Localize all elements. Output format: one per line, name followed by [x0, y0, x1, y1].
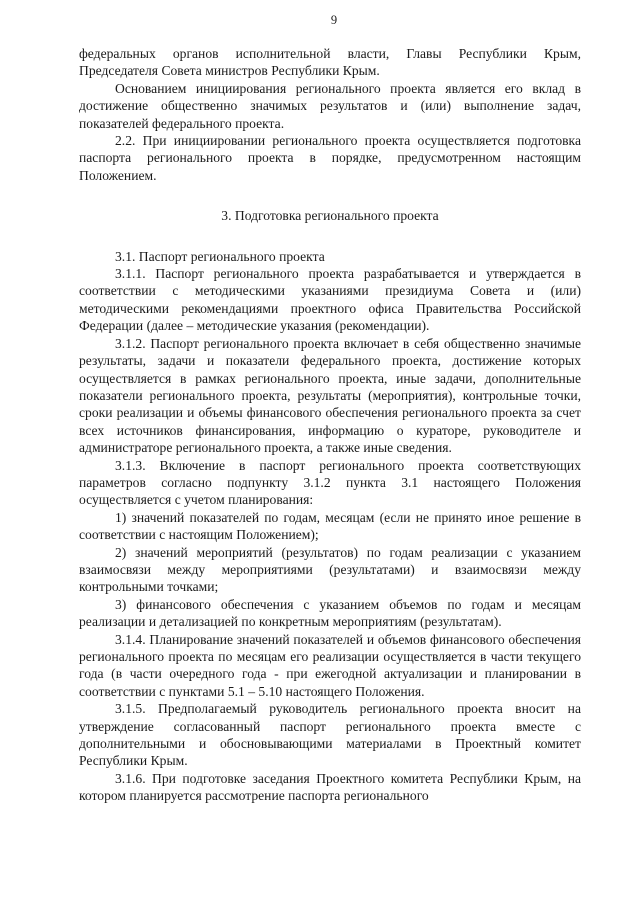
- paragraph-3-1-4: 3.1.4. Планирование значений показателей и объемов финансового обеспечения регионального проекта по месяцам его реализации осуществляется в части текущего года (в части очередного года - при ежегодной актуализации и планировании в соответствии с пунктами 5.1 – 5.10 настоящего Положения.: [79, 631, 581, 699]
- document-page: [79, 12, 581, 805]
- paragraph-3-1-5: 3.1.5. Предполагаемый руководитель регионального проекта вносит на утверждение согласованный паспорт регионального проекта вместе с дополнительными и обосновывающими материалами в Проектный комитет Республики Крым.: [79, 701, 581, 769]
- list-item-2: 2) значений мероприятий (результатов) по годам реализации с указанием взаимосвязи между мероприятиями (результатами) и взаимосвязи между контрольными точками;: [79, 544, 581, 595]
- paragraph-3-1-2: 3.1.2. Паспорт регионального проекта включает в себя общественно значимые результаты, задачи и показатели федерального проекта, достижение которых осуществляется в рамках регионального проекта, иные задачи, дополнительные показатели регионального проекта, результаты (мероприятия), контрольные точки, сроки реализации и объемы финансового обеспечения регионального проекта за счет всех источников финансирования, информацию о кураторе, руководителе и администраторе регионального проекта, а также иные сведения.: [79, 335, 581, 456]
- paragraph-initiation-basis: Основанием инициирования регионального проекта является его вклад в достижение общественно значимых результатов и (или) выполнение задач, показателей федерального проекта.: [79, 80, 581, 131]
- paragraph-2-2: 2.2. При инициировании регионального проекта осуществляется подготовка паспорта регионального проекта в порядке, предусмотренном настоящим Положением.: [79, 133, 581, 183]
- paragraph-continuation: федеральных органов исполнительной власти, Главы Республики Крым, Председателя Совета министров Республики Крым.: [79, 46, 581, 79]
- page-number: 9: [330, 13, 338, 27]
- list-item-1: 1) значений показателей по годам, месяцам (если не принято иное решение в соответствии с настоящим Положением);: [79, 509, 581, 543]
- list-item-3: 3) финансового обеспечения с указанием объемов по годам и месяцам реализации и детализацией по конкретным мероприятиям (результатам).: [79, 596, 581, 630]
- paragraph-3-1-6: 3.1.6. При подготовке заседания Проектного комитета Республики Крым, на котором планируется рассмотрение паспорта регионального: [79, 770, 581, 804]
- paragraph-3-1-1: 3.1.1. Паспорт регионального проекта разрабатывается и утверждается в соответствии с методическими указаниями президиума Совета и (или) методическими рекомендациями проектного офиса Правительства Российской Федерации (далее – методические указания (рекомендации).: [79, 266, 581, 334]
- paragraph-3-1-3: 3.1.3. Включение в паспорт регионального проекта соответствующих параметров согласно подпункту 3.1.2 пункта 3.1 настоящего Положения осуществляется с учетом планирования:: [79, 457, 581, 508]
- paragraph-3-1: 3.1. Паспорт регионального проекта: [115, 248, 325, 264]
- section-heading: 3. Подготовка регионального проекта: [221, 208, 439, 224]
